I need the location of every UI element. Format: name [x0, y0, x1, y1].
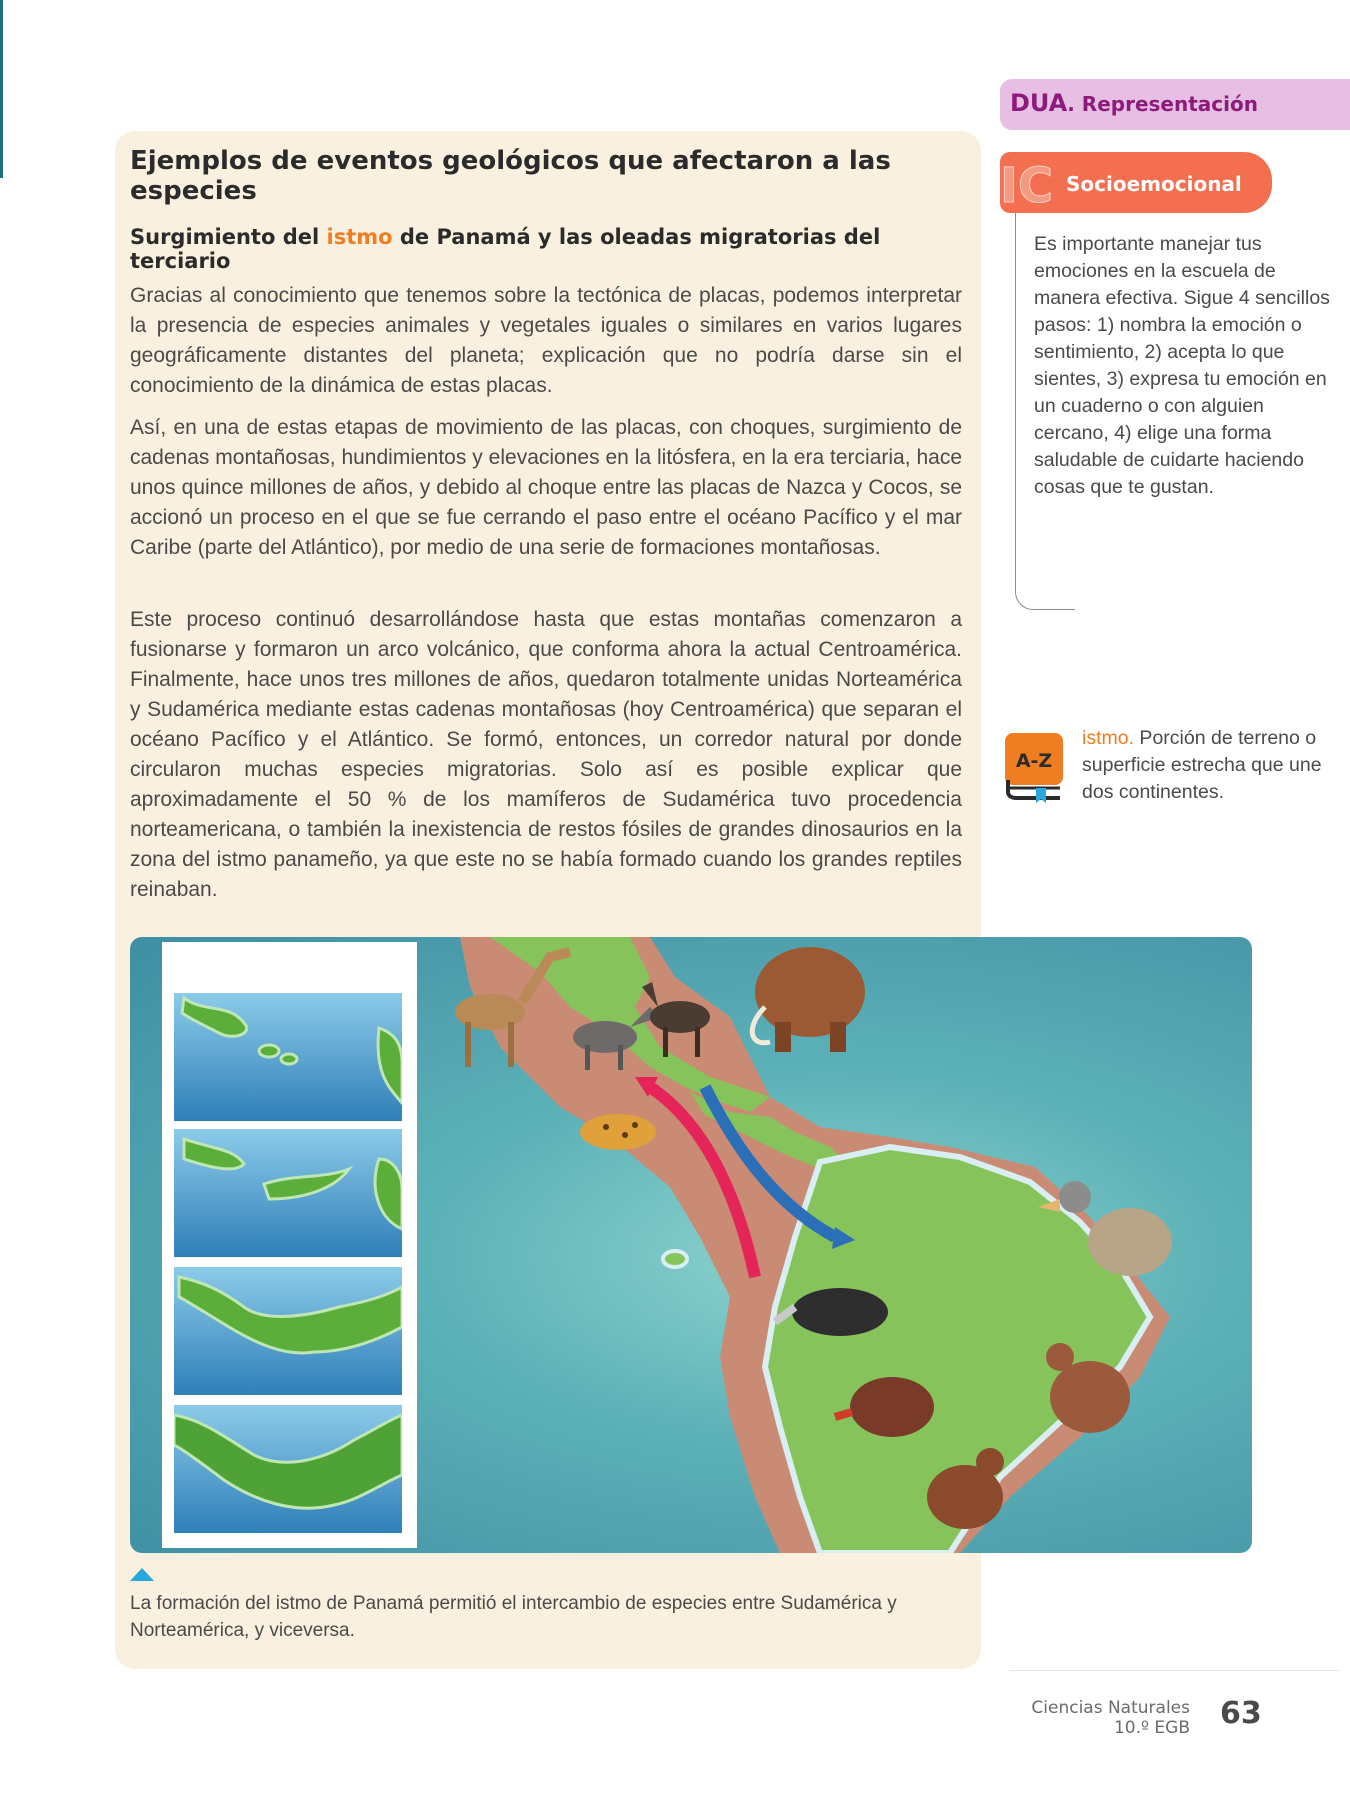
section-title: Ejemplos de eventos geológicos que afectaron a las especies [130, 146, 891, 206]
stage-thumbnail-1 [174, 993, 402, 1121]
footer-subject-name: Ciencias Naturales [1031, 1698, 1190, 1718]
stage-thumbnail-3 [174, 1267, 402, 1395]
footer-subject [960, 1698, 1190, 1738]
dua-prefix: DUA [1010, 89, 1068, 117]
mammoth-figure [752, 947, 865, 1052]
stage-thumbnail-4 [174, 1405, 402, 1533]
page-number: 63 [1220, 1696, 1262, 1731]
caption-marker-icon [130, 1568, 154, 1581]
figure-caption: La formación del istmo de Panamá permitió el intercambio de especies entre Sudamérica y Norteamérica, y viceversa. [130, 1593, 897, 1641]
dictionary-icon [1002, 730, 1066, 804]
footer-divider [1010, 1670, 1340, 1671]
glossary-term: istmo. [1082, 727, 1135, 749]
galapagos-island [663, 1251, 687, 1267]
glossary-term-link[interactable]: istmo [326, 225, 393, 249]
dictionary-icon-text: A-Z [1015, 750, 1053, 772]
socioemocional-label: Socioemocional [1066, 172, 1242, 196]
subtitle-text-end: de Panamá y las oleadas migratorias del terciario [130, 225, 881, 273]
subtitle-text-start: Surgimiento del [130, 225, 327, 249]
glossary-entry [1082, 725, 1347, 806]
glossary-definition: Porción de terreno o superficie estrecha que une dos continentes. [1082, 727, 1322, 803]
stage-thumbnail-2 [174, 1129, 402, 1257]
section-subtitle [130, 225, 970, 273]
isthmus-map-illustration [130, 937, 1252, 1553]
paragraph: Este proceso continuó desarrollándose hasta que estas montañas comenzaron a fusionarse y formaron un arco volcánico, que conforma ahora la actual Centroamérica. Finalmente, hace unos tres millones de años, quedaron totalmente unidas Norteamérica y Sudamérica mediante estas cadenas montañosas (hoy Centroamérica) que separan el océano Pacífico y el Atlántico. Se formó, entonces, un corredor natural por donde circularon muchas especies migratorias. Solo así es posible explicar que aproximadamente el 50 % de los mamíferos de Sudamérica tuvo procedencia norteamericana, o también la inexistencia de restos fósiles de grandes dinosaurios en la zona del istmo panameño, ya que este no se había formado cuando los grandes reptiles reinaban. [130, 608, 962, 901]
page-edge-line [0, 0, 3, 178]
paragraph: Gracias al conocimiento que tenemos sobre la tectónica de placas, podemos interpretar la presencia de especies animales y vegetales iguales o similares en varios lugares geográficamente distantes del planeta; explicación que no podría darse sin el conocimiento de la dinámica de estas placas. [130, 284, 962, 397]
dua-label [1010, 89, 1258, 117]
ic-badge-icon: IC [1000, 158, 1054, 214]
dua-suffix: . Representación [1067, 92, 1258, 116]
jaguar-figure [580, 1114, 656, 1150]
footer-grade: 10.º EGB [1113, 1718, 1190, 1738]
socioemocional-text: Es importante manejar tus emociones en la escuela de manera efectiva. Sigue 4 sencillos pasos: 1) nombra la emoción o sentimiento, 2) acepta lo que sientes, 3) expresa tu emoción en un cuaderno o con alguien cercano, 4) elige una forma saludable de cuidarte haciendo cosas que te gustan. [1034, 233, 1330, 498]
paragraph: Así, en una de estas etapas de movimiento de las placas, con choques, surgimiento de cadenas montañosas, hundimientos y elevaciones en la litósfera, en la era terciaria, hace unos quince millones de años, y debido al choque entre las placas de Nazca y Cocos, se accionó un proceso en el que se fue cerrando el paso entre el océano Pacífico y el mar Caribe (parte del Atlántico), por medio de una serie de formaciones montañosas. [130, 416, 962, 559]
